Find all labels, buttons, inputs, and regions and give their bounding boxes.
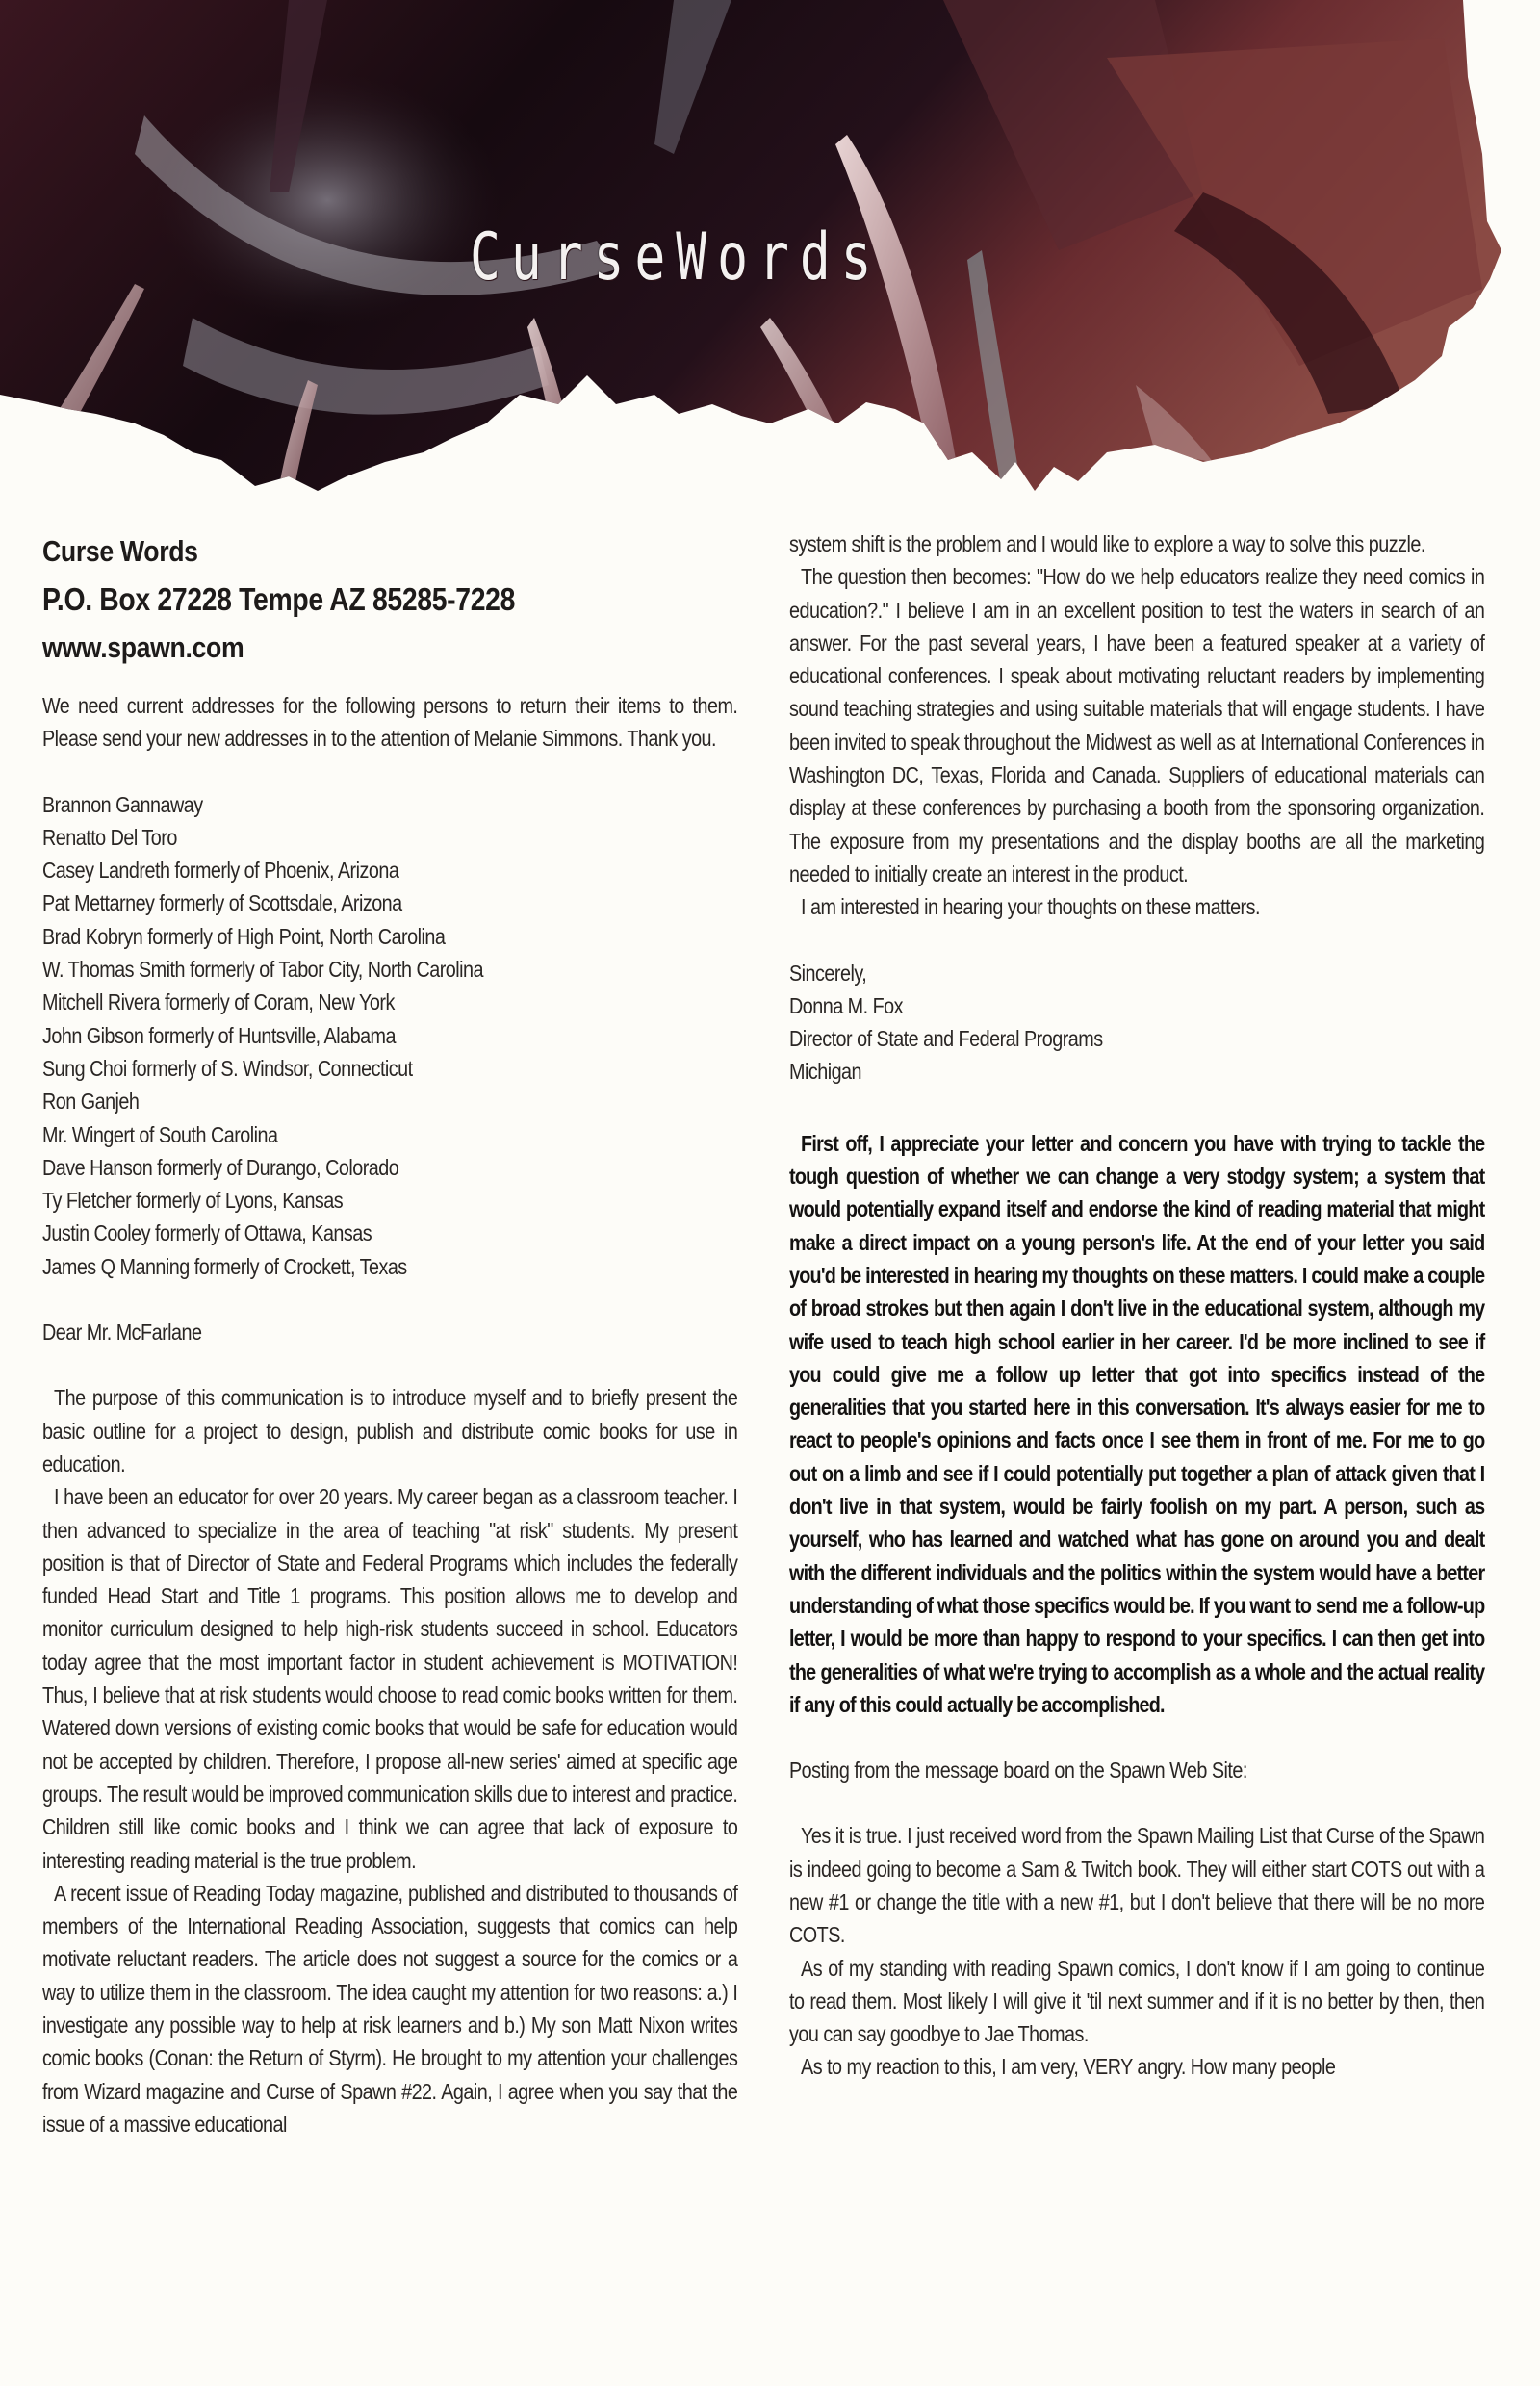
list-item: Ron Ganjeh [42, 1089, 140, 1115]
masthead-address: P.O. Box 27228 Tempe AZ 85285-7228 [42, 581, 516, 617]
list-item: W. Thomas Smith formerly of Tabor City, North Carolina [42, 957, 484, 983]
posting-paragraph: As of my standing with reading Spawn comics, I don't know if I am going to continue to read them. Most likely I will give it 'til next summer and if it is no better by then, then you can say goodbye to Jae Thomas. [789, 1955, 1485, 2047]
list-item: Renatto Del Toro [42, 824, 177, 850]
list-item: Ty Fletcher formerly of Lyons, Kansas [42, 1188, 344, 1214]
masthead-name: Curse Words [42, 534, 198, 568]
letter-closing: Sincerely, [789, 960, 867, 986]
list-item: Sung Choi formerly of S. Windsor, Connecticut [42, 1055, 413, 1081]
letter-paragraph: I have been an educator for over 20 years. My career began as a classroom teacher. I then advanced to specialize in the area of teaching "at risk" students. My present position is that of Director of State and Federal Programs which includes the federally funded Head Start and Title 1 programs. This position allows me to develop and monitor curriculum designed to help high-risk students succeed in school. Educators today agree that the most important factor in student achievement is MOTIVATION! Thus, I believe that at risk students would choose to read comic books written for them. Watered down versions of existing comic books that would be safe for education would not be accepted by children. Therefore, I propose all-new series' aimed at specific age groups. The result would be improved communication skills due to interest and practice. Children still like comic books and I think we can agree that lack of exposure to interesting reading material is the true problem. [42, 1484, 738, 1873]
signature-location: Michigan [789, 1059, 862, 1085]
list-item: Pat Mettarney formerly of Scottsdale, Arizona [42, 890, 402, 916]
signature-title: Director of State and Federal Programs [789, 1026, 1103, 1052]
notice-text: We need current addresses for the following persons to return their items to them. Please send your new addresses in to the attention of Melanie Simmons. Thank you. [42, 693, 738, 752]
right-column [789, 527, 1484, 2084]
posting-intro: Posting from the message board on the Spawn Web Site: [789, 1757, 1247, 1783]
list-item: Mr. Wingert of South Carolina [42, 1121, 278, 1147]
left-column [42, 527, 737, 2141]
list-item: Casey Landreth formerly of Phoenix, Arizona [42, 858, 399, 884]
letter-paragraph-continued: system shift is the problem and I would like to explore a way to solve this puzzle. [789, 531, 1425, 556]
letter-paragraph: The question then becomes: "How do we help educators realize they need comics in education?." I believe I am in an excellent position to test the waters in search of an answer. For the past several years, I have been a featured speaker at a variety of educational conferences. I speak about motivating reluctant readers by implementing sound teaching strategies and using suitable materials that will engage students. I have been invited to speak throughout the Midwest as well as at International Conferences in Washington DC, Texas, Florida and Canada. Suppliers of educational materials can display at these conferences by purchasing a booth from the sponsoring organization. The exposure from my presentations and the display booths are all the marketing needed to initially create an interest in the product. [789, 564, 1485, 886]
letter-salutation: Dear Mr. McFarlane [42, 1320, 202, 1346]
address-list [42, 788, 737, 1283]
list-item: Brannon Gannaway [42, 791, 203, 817]
masthead-website[interactable]: www.spawn.com [42, 630, 244, 664]
page-title: CurseWords [470, 219, 883, 295]
list-item: Brad Kobryn formerly of High Point, North Carolina [42, 923, 446, 949]
list-item: Justin Cooley formerly of Ottawa, Kansas [42, 1220, 372, 1246]
list-item: Mitchell Rivera formerly of Coram, New York [42, 989, 395, 1015]
posting-paragraph: As to my reaction to this, I am very, VERY angry. How many people [801, 2054, 1336, 2080]
posting-paragraph: Yes it is true. I just received word from the Spawn Mailing List that Curse of the Spawn is indeed going to become a Sam & Twitch book. They will either start COTS out with a new #1 or change the title with a new #1, but I don't believe that there will be no more COTS. [789, 1823, 1485, 1948]
list-item: James Q Manning formerly of Crockett, Texas [42, 1253, 407, 1279]
list-item: Dave Hanson formerly of Durango, Colorado [42, 1154, 399, 1180]
list-item: John Gibson formerly of Huntsville, Alabama [42, 1022, 397, 1048]
letter-paragraph: The purpose of this communication is to introduce myself and to briefly present the basic outline for a project to design, publish and distribute comic books for use in education. [42, 1385, 738, 1476]
letter-paragraph: I am interested in hearing your thoughts on these matters. [801, 894, 1260, 920]
letter-paragraph: A recent issue of Reading Today magazine, published and distributed to thousands of members of the International Reading Association, suggests that comics can help motivate reluctant readers. The article does not suggest a source for the comics or a way to utilize them in the classroom. The idea caught my attention for two reasons: a.) I investigate any possible way to help at risk learners and b.) My son Matt Nixon writes comic books (Conan: the Return of Styrm). He brought to my attention your challenges from Wizard magazine and Curse of Spawn #22. Again, I agree when you say that the issue of a massive educational [42, 1880, 738, 2137]
editor-reply: First off, I appreciate your letter and concern you have with trying to tackle the tough question of whether we can change a very stodgy system; a system that would potentially expand itself and endorse the kind of reading material that might make a direct impact on a young person's life. At the end of your letter you said you'd be interested in hearing my thoughts on these matters. I could make a couple of broad strokes but then again I don't live in the educational system, although my wife used to teach high school earlier in her career. I'd be more inclined to see if you could give me a follow up letter that got into specifics instead of the generalities that you started here in this conversation. It's always easier for me to react to people's opinions and facts once I see them in front of me. For me to go out on a limb and see if I could potentially put together a plan of attack given that I don't live in that system, would be fairly foolish on my part. A person, such as yourself, who has learned and watched what has gone on around you and dealt with the different individuals and the politics within the system would have a better understanding of what those specifics would be. If you want to send me a follow-up letter, I would be more than happy to respond to your specifics. I can then get into the generalities of what we're trying to accomplish as a whole and the actual reality if any of this could actually be accomplished. [789, 1130, 1485, 1717]
signature-name: Donna M. Fox [789, 992, 904, 1018]
